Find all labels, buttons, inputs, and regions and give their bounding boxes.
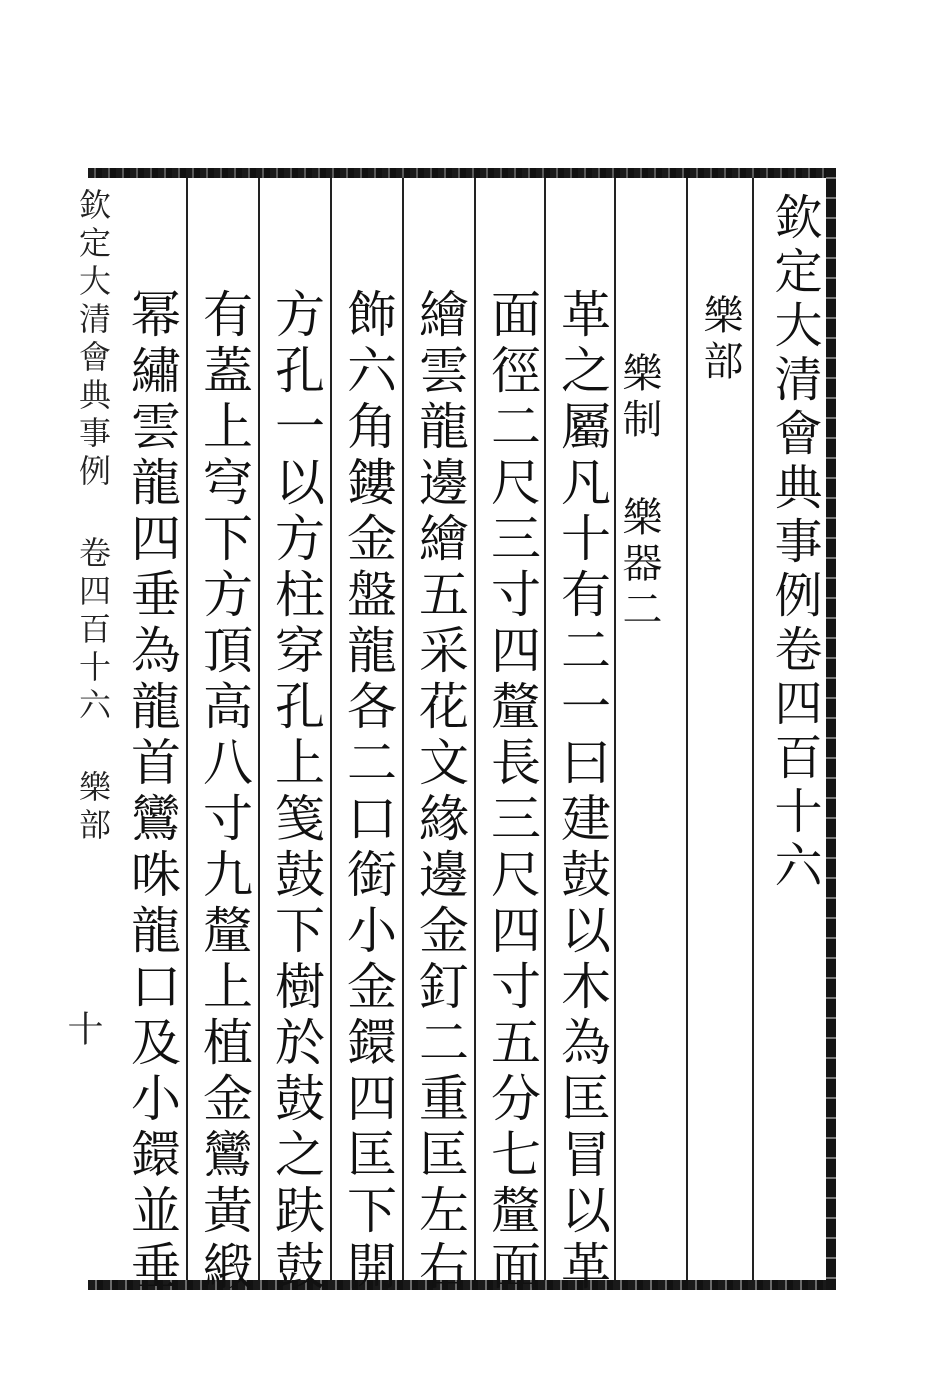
column-divider	[402, 178, 404, 1280]
volume-title: 欽定大清會典事例卷四百十六	[766, 192, 822, 894]
text-column-1: 革之屬凡十有二一曰建鼓以木為匡冒以革	[553, 288, 611, 1296]
text-column-5: 方孔一以方柱穿孔上䇳鼓下樹於鼓之趺鼓	[267, 288, 325, 1296]
column-divider	[258, 178, 260, 1280]
column-divider	[186, 178, 188, 1280]
folio-number: 十	[62, 1010, 103, 1052]
text-column-2: 面徑二尺三寸四釐長三尺四寸五分七釐面	[483, 288, 541, 1296]
right-border-rule	[826, 168, 836, 1290]
column-divider	[686, 178, 688, 1280]
section-heading: 樂部	[697, 294, 743, 386]
text-column-4: 飾六角鏤金盤龍各二口銜小金鐶四匡下開	[339, 288, 397, 1296]
column-divider	[614, 178, 616, 1280]
text-column-6: 有蓋上穹下方頂高八寸九釐上植金鸞黃緞	[195, 288, 253, 1296]
column-divider	[474, 178, 476, 1280]
column-divider	[752, 178, 754, 1280]
column-divider	[544, 178, 546, 1280]
top-border-rule	[88, 168, 836, 178]
text-column-7: 幂繡雲龍四垂為龍首鸞咮龍口及小鐶並垂	[123, 288, 181, 1296]
column-divider	[330, 178, 332, 1280]
subsection-heading: 樂制 樂器二	[616, 352, 662, 634]
text-column-3: 繪雲龍邊繪五采花文緣邊金釘二重匡左右	[411, 288, 469, 1296]
margin-running-title: 欽定大清會典事例 卷四百十六 樂部	[74, 188, 112, 846]
